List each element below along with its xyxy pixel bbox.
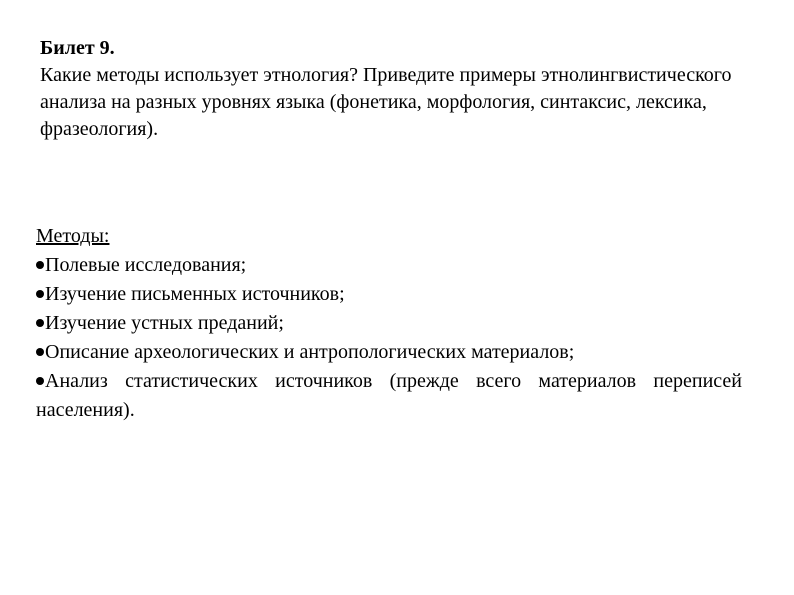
list-item-text: Полевые исследования;	[45, 254, 247, 276]
list-item	[36, 367, 742, 425]
list-item-text: Описание археологических и антропологических материалов;	[45, 341, 575, 363]
list-item-text: Изучение письменных источников;	[45, 283, 345, 305]
methods-list	[36, 251, 742, 425]
list-item	[36, 251, 742, 280]
bullet-icon	[36, 290, 44, 298]
list-item	[36, 309, 742, 338]
bullet-icon	[36, 261, 44, 269]
question-text: Какие методы использует этнология? Приведите примеры этнолингвистического анализа на разных уровнях языка (фонетика, морфология, синтаксис, лексика, фразеология).	[40, 64, 732, 140]
bullet-icon	[36, 377, 44, 385]
title-block	[40, 35, 760, 143]
list-item-text: Изучение устных преданий;	[45, 312, 284, 334]
methods-heading: Методы:	[36, 225, 110, 247]
ticket-number: Билет 9.	[40, 37, 115, 59]
bullet-icon	[36, 348, 44, 356]
list-item	[36, 280, 742, 309]
list-item	[36, 338, 742, 367]
bullet-icon	[36, 319, 44, 327]
methods-block	[36, 222, 742, 425]
list-item-text: Анализ статистических источников (прежде всего материалов переписей населения).	[36, 370, 742, 421]
